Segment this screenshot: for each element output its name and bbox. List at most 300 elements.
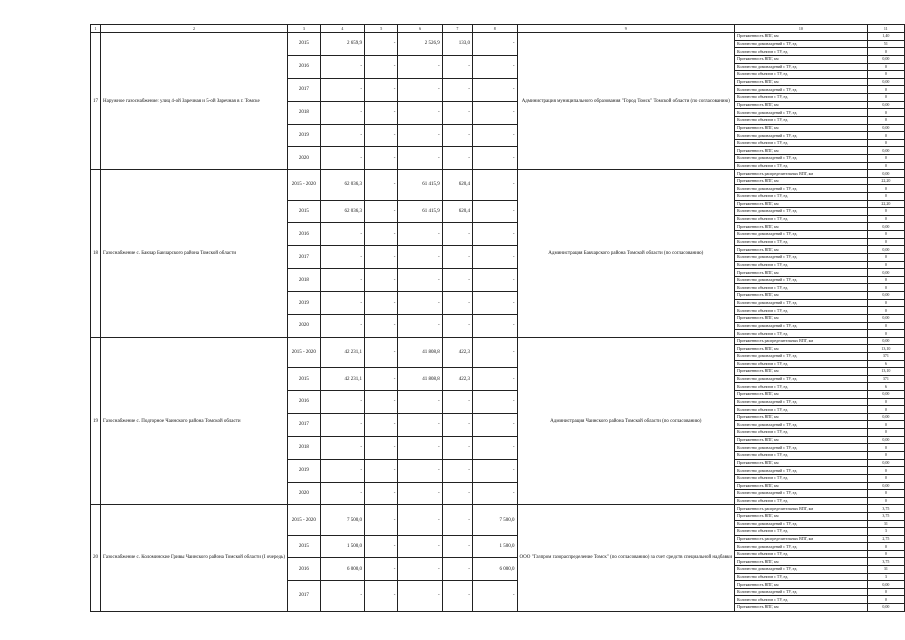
indicator-value: 0 (867, 253, 904, 261)
indicator-name: Протяженность ВПГ, км (735, 368, 868, 376)
amount-local: - (442, 482, 472, 505)
period-year: 2018 (287, 436, 320, 459)
indicator-name: Количество объектов с ТУ, ед. (735, 139, 868, 147)
column-number: 5 (365, 25, 398, 33)
indicator-name: Количество объектов с ТУ, ед. (735, 238, 868, 246)
period-year: 2020 (287, 482, 320, 505)
amount-federal: - (365, 124, 398, 147)
amount-regional: - (398, 581, 442, 611)
amount-extrabudget: - (472, 459, 517, 482)
amount-federal: - (365, 269, 398, 292)
indicator-name: Количество объектов с ТУ, ед. (735, 215, 868, 223)
amount-federal: - (365, 459, 398, 482)
indicator-name: Количество домовладений с ТУ, ед. (735, 352, 868, 360)
period-year: 2015 (287, 535, 320, 558)
period-year: 2017 (287, 413, 320, 436)
indicator-name: Протяженность распределительных ВПГ, км (735, 505, 868, 513)
indicator-name: Количество домовладений с ТУ, ед. (735, 375, 868, 383)
indicator-value: 0 (867, 421, 904, 429)
amount-local: - (442, 505, 472, 535)
amount-federal: - (365, 337, 398, 367)
indicator-value: 0 (867, 429, 904, 437)
amount-local: - (442, 78, 472, 101)
amount-federal: - (365, 78, 398, 101)
indicator-value: 0 (867, 497, 904, 505)
column-number: 10 (735, 25, 868, 33)
indicator-name: Протяженность ВПГ, км (735, 147, 868, 155)
indicator-name: Количество домовладений с ТУ, ед. (735, 543, 868, 551)
indicator-name: Протяженность ВПГ, км (735, 345, 868, 353)
indicator-value: 0 (867, 330, 904, 338)
indicator-name: Количество объектов с ТУ, ед. (735, 596, 868, 604)
period-year: 2016 (287, 223, 320, 246)
amount-federal: - (365, 314, 398, 337)
program-table (90, 24, 905, 612)
indicator-value: 6 (867, 360, 904, 368)
amount-extrabudget: - (472, 78, 517, 101)
indicator-value: 0,00 (867, 78, 904, 86)
indicator-name: Количество объектов с ТУ, ед. (735, 497, 868, 505)
responsible-organization: Администрация Бакчарского района Томской области (по согласованию) (517, 170, 735, 338)
amount-total: - (320, 246, 364, 269)
amount-extrabudget: - (472, 223, 517, 246)
amount-extrabudget: - (472, 200, 517, 223)
indicator-name: Количество домовладений с ТУ, ед. (735, 109, 868, 117)
amount-regional: - (398, 269, 442, 292)
amount-extrabudget: 1 500,0 (472, 535, 517, 558)
table-row (91, 170, 905, 178)
amount-regional: - (398, 413, 442, 436)
amount-extrabudget: - (472, 101, 517, 124)
amount-total: - (320, 459, 364, 482)
indicator-name: Количество домовладений с ТУ, ед. (735, 322, 868, 330)
indicator-value: 22,20 (867, 177, 904, 185)
indicator-name: Количество домовладений с ТУ, ед. (735, 299, 868, 307)
amount-federal: - (365, 390, 398, 413)
amount-regional: - (398, 292, 442, 315)
indicator-name: Количество домовладений с ТУ, ед. (735, 467, 868, 475)
amount-regional: - (398, 482, 442, 505)
indicator-value: 0,00 (867, 101, 904, 109)
amount-local: - (442, 269, 472, 292)
indicator-name: Протяженность ВПГ, км (735, 101, 868, 109)
period-year: 2018 (287, 269, 320, 292)
indicator-name: Протяженность ВПГ, км (735, 581, 868, 589)
indicator-value: 0,00 (867, 390, 904, 398)
indicator-name: Протяженность ВПГ, км (735, 604, 868, 612)
amount-extrabudget: - (472, 368, 517, 391)
amount-extrabudget: - (472, 170, 517, 200)
amount-local: - (442, 223, 472, 246)
indicator-value: 0,00 (867, 604, 904, 612)
amount-total: 6 000,0 (320, 558, 364, 581)
amount-local: - (442, 413, 472, 436)
indicator-name: Количество объектов с ТУ, ед. (735, 162, 868, 170)
amount-total: - (320, 314, 364, 337)
amount-total: 62 036,3 (320, 200, 364, 223)
indicator-value: 0 (867, 94, 904, 102)
indicator-name: Протяженность ВПГ, км (735, 200, 868, 208)
indicator-name: Количество объектов с ТУ, ед. (735, 528, 868, 536)
amount-total: - (320, 413, 364, 436)
amount-local: - (442, 436, 472, 459)
indicator-value: 0 (867, 132, 904, 140)
indicator-name: Протяженность распределительных ВПГ, км (735, 170, 868, 178)
column-number: 6 (398, 25, 442, 33)
amount-regional: 61 415,9 (398, 170, 442, 200)
amount-federal: - (365, 436, 398, 459)
indicator-name: Количество объектов с ТУ, ед. (735, 474, 868, 482)
indicator-name: Протяженность ВПГ, км (735, 223, 868, 231)
period-year: 2019 (287, 459, 320, 482)
amount-regional: - (398, 147, 442, 170)
column-number: 4 (320, 25, 364, 33)
indicator-name: Количество домовладений с ТУ, ед. (735, 155, 868, 163)
indicator-value: 13,10 (867, 345, 904, 353)
indicator-value: 0,00 (867, 223, 904, 231)
amount-federal: - (365, 223, 398, 246)
period-year: 2015 (287, 33, 320, 56)
amount-regional: - (398, 558, 442, 581)
indicator-value: 0 (867, 71, 904, 79)
period-year: 2015 - 2020 (287, 170, 320, 200)
amount-total: - (320, 78, 364, 101)
indicator-name: Количество объектов с ТУ, ед. (735, 116, 868, 124)
column-number-row (91, 25, 905, 33)
indicator-name: Протяженность ВПГ, км (735, 413, 868, 421)
indicator-name: Количество объектов с ТУ, ед. (735, 71, 868, 79)
indicator-value: 0,00 (867, 337, 904, 345)
amount-federal: - (365, 170, 398, 200)
amount-federal: - (365, 413, 398, 436)
amount-total: - (320, 147, 364, 170)
indicator-name: Протяженность ВПГ, км (735, 314, 868, 322)
amount-local: - (442, 147, 472, 170)
indicator-value: 0 (867, 299, 904, 307)
amount-regional: - (398, 55, 442, 78)
indicator-value: 0 (867, 474, 904, 482)
amount-local: - (442, 558, 472, 581)
indicator-value: 0,00 (867, 147, 904, 155)
amount-federal: - (365, 535, 398, 558)
indicator-value: 31 (867, 566, 904, 574)
indicator-value: 0 (867, 109, 904, 117)
indicator-value: 0,00 (867, 124, 904, 132)
project-number: 18 (91, 170, 101, 338)
indicator-value: 0 (867, 543, 904, 551)
amount-total: - (320, 581, 364, 611)
indicator-value: 0,00 (867, 314, 904, 322)
indicator-value: 0,00 (867, 436, 904, 444)
project-number: 17 (91, 33, 101, 170)
document-sheet (90, 24, 905, 612)
indicator-value: 0 (867, 231, 904, 239)
indicator-name: Количество домовладений с ТУ, ед. (735, 421, 868, 429)
column-number: 3 (287, 25, 320, 33)
amount-total: - (320, 101, 364, 124)
indicator-name: Количество домовладений с ТУ, ед. (735, 208, 868, 216)
amount-extrabudget: - (472, 314, 517, 337)
indicator-value: 31 (867, 520, 904, 528)
indicator-name: Протяженность ВПГ, км (735, 177, 868, 185)
project-name: Газоснабжение с. Подгорное Чаинского района Томской области (101, 337, 288, 505)
responsible-organization: Администрация Чаинского района Томской области (по согласованию) (517, 337, 735, 505)
indicator-name: Протяженность ВПГ, км (735, 436, 868, 444)
amount-local: - (442, 246, 472, 269)
indicator-name: Протяженность ВПГ, км (735, 269, 868, 277)
column-number: 2 (101, 25, 288, 33)
indicator-value: 3,75 (867, 505, 904, 513)
indicator-value: 0 (867, 208, 904, 216)
amount-regional: 41 808,8 (398, 368, 442, 391)
indicator-value: 0,00 (867, 581, 904, 589)
amount-total: 62 036,3 (320, 170, 364, 200)
amount-total: - (320, 223, 364, 246)
indicator-name: Протяженность ВПГ, км (735, 78, 868, 86)
indicator-name: Протяженность распределительных ВПГ, км (735, 535, 868, 543)
amount-extrabudget: - (472, 246, 517, 269)
indicator-value: 0 (867, 155, 904, 163)
indicator-name: Протяженность ВПГ, км (735, 292, 868, 300)
indicator-value: 22,20 (867, 200, 904, 208)
amount-regional: - (398, 124, 442, 147)
indicator-name: Количество объектов с ТУ, ед. (735, 192, 868, 200)
amount-extrabudget: - (472, 413, 517, 436)
amount-total: - (320, 436, 364, 459)
indicator-name: Количество домовладений с ТУ, ед. (735, 398, 868, 406)
amount-regional: - (398, 535, 442, 558)
amount-federal: - (365, 505, 398, 535)
amount-regional: - (398, 436, 442, 459)
indicator-name: Протяженность ВПГ, км (735, 124, 868, 132)
amount-extrabudget: 6 000,0 (472, 558, 517, 581)
amount-federal: - (365, 200, 398, 223)
responsible-organization: ООО "Газпром газораспределение Томск" (по согласованию) за счет средств специальной надбавки (517, 505, 735, 611)
indicator-name: Количество домовладений с ТУ, ед. (735, 520, 868, 528)
amount-regional: - (398, 78, 442, 101)
indicator-value: 0,00 (867, 269, 904, 277)
period-year: 2017 (287, 246, 320, 269)
indicator-value: 0 (867, 451, 904, 459)
amount-federal: - (365, 558, 398, 581)
indicator-value: 0 (867, 398, 904, 406)
amount-regional: - (398, 246, 442, 269)
indicator-value: 0,00 (867, 459, 904, 467)
amount-extrabudget: 7 500,0 (472, 505, 517, 535)
indicator-name: Протяженность ВПГ, км (735, 246, 868, 254)
amount-federal: - (365, 246, 398, 269)
indicator-value: 371 (867, 375, 904, 383)
indicator-name: Количество домовладений с ТУ, ед. (735, 276, 868, 284)
amount-extrabudget: - (472, 124, 517, 147)
table-row (91, 33, 905, 41)
indicator-value: 0 (867, 444, 904, 452)
amount-federal: - (365, 101, 398, 124)
amount-local: - (442, 390, 472, 413)
amount-regional: - (398, 223, 442, 246)
table-row (91, 505, 905, 513)
amount-extrabudget: - (472, 482, 517, 505)
amount-local: - (442, 101, 472, 124)
period-year: 2020 (287, 147, 320, 170)
indicator-value: 3 (867, 528, 904, 536)
indicator-value: 3,75 (867, 558, 904, 566)
indicator-value: 0 (867, 139, 904, 147)
indicator-name: Протяженность ВПГ, км (735, 558, 868, 566)
indicator-value: 0 (867, 86, 904, 94)
period-year: 2017 (287, 581, 320, 611)
indicator-value: 0 (867, 185, 904, 193)
amount-total: 1 500,0 (320, 535, 364, 558)
project-number: 20 (91, 505, 101, 611)
amount-local: 620,4 (442, 200, 472, 223)
column-number: 1 (91, 25, 101, 33)
amount-total: 2 659,9 (320, 33, 364, 56)
amount-extrabudget: - (472, 33, 517, 56)
period-year: 2015 - 2020 (287, 337, 320, 367)
period-year: 2016 (287, 558, 320, 581)
indicator-name: Количество объектов с ТУ, ед. (735, 429, 868, 437)
amount-total: - (320, 124, 364, 147)
indicator-value: 0,00 (867, 482, 904, 490)
amount-total: - (320, 482, 364, 505)
indicator-value: 0 (867, 596, 904, 604)
amount-local: - (442, 314, 472, 337)
indicator-value: 13,10 (867, 368, 904, 376)
amount-regional: 2 526,9 (398, 33, 442, 56)
indicator-name: Протяженность ВПГ, км (735, 459, 868, 467)
indicator-name: Количество объектов с ТУ, ед. (735, 550, 868, 558)
amount-regional: - (398, 505, 442, 535)
indicator-value: 0 (867, 588, 904, 596)
indicator-name: Количество домовладений с ТУ, ед. (735, 132, 868, 140)
period-year: 2018 (287, 101, 320, 124)
amount-federal: - (365, 147, 398, 170)
indicator-value: 3,75 (867, 512, 904, 520)
indicator-value: 1,40 (867, 33, 904, 41)
indicator-name: Количество объектов с ТУ, ед. (735, 261, 868, 269)
indicator-name: Количество домовладений с ТУ, ед. (735, 231, 868, 239)
indicator-value: 0 (867, 490, 904, 498)
amount-local: - (442, 459, 472, 482)
period-year: 2015 (287, 368, 320, 391)
indicator-name: Количество домовладений с ТУ, ед. (735, 63, 868, 71)
indicator-name: Количество домовладений с ТУ, ед. (735, 40, 868, 48)
amount-local: 422,3 (442, 368, 472, 391)
indicator-name: Протяженность ВПГ, км (735, 482, 868, 490)
indicator-value: 0 (867, 550, 904, 558)
period-year: 2017 (287, 78, 320, 101)
indicator-name: Протяженность распределительных ВПГ, км (735, 337, 868, 345)
project-name: Газоснабжение с. Коломинские Гривы Чаинского района Томской области (I очередь) (101, 505, 288, 611)
indicator-name: Протяженность ВПГ, км (735, 33, 868, 41)
indicator-name: Протяженность ВПГ, км (735, 390, 868, 398)
amount-total: 42 231,1 (320, 337, 364, 367)
amount-federal: - (365, 55, 398, 78)
indicator-name: Количество домовладений с ТУ, ед. (735, 588, 868, 596)
amount-regional: - (398, 459, 442, 482)
amount-extrabudget: - (472, 55, 517, 78)
amount-extrabudget: - (472, 147, 517, 170)
amount-extrabudget: - (472, 390, 517, 413)
indicator-value: 0,00 (867, 292, 904, 300)
column-number: 7 (442, 25, 472, 33)
amount-total: 7 500,0 (320, 505, 364, 535)
indicator-value: 6 (867, 383, 904, 391)
indicator-value: 0,00 (867, 246, 904, 254)
amount-total: - (320, 390, 364, 413)
indicator-value: 0 (867, 406, 904, 414)
indicator-name: Количество домовладений с ТУ, ед. (735, 253, 868, 261)
amount-total: - (320, 269, 364, 292)
amount-extrabudget: - (472, 436, 517, 459)
indicator-name: Количество объектов с ТУ, ед. (735, 307, 868, 315)
amount-local: - (442, 535, 472, 558)
indicator-value: 0,00 (867, 413, 904, 421)
indicator-name: Количество домовладений с ТУ, ед. (735, 490, 868, 498)
amount-extrabudget: - (472, 337, 517, 367)
indicator-value: 0 (867, 238, 904, 246)
indicator-name: Количество домовладений с ТУ, ед. (735, 566, 868, 574)
amount-local: 133,0 (442, 33, 472, 56)
amount-regional: 41 808,8 (398, 337, 442, 367)
amount-regional: - (398, 314, 442, 337)
amount-local: 422,3 (442, 337, 472, 367)
amount-extrabudget: - (472, 269, 517, 292)
indicator-name: Количество домовладений с ТУ, ед. (735, 86, 868, 94)
indicator-name: Количество объектов с ТУ, ед. (735, 406, 868, 414)
amount-local: - (442, 292, 472, 315)
period-year: 2020 (287, 314, 320, 337)
indicator-value: 0 (867, 192, 904, 200)
amount-regional: - (398, 101, 442, 124)
indicator-name: Количество объектов с ТУ, ед. (735, 573, 868, 581)
period-year: 2019 (287, 292, 320, 315)
responsible-organization: Администрация муниципального образования "Город Томск" Томской области (по согласованию) (517, 33, 735, 170)
amount-regional: 61 415,9 (398, 200, 442, 223)
indicator-name: Протяженность ВПГ, км (735, 55, 868, 63)
amount-total: - (320, 292, 364, 315)
indicator-value: 0 (867, 467, 904, 475)
amount-federal: - (365, 368, 398, 391)
indicator-value: 0 (867, 261, 904, 269)
indicator-value: 0 (867, 162, 904, 170)
column-number: 9 (517, 25, 735, 33)
amount-local: - (442, 55, 472, 78)
indicator-value: 2,75 (867, 535, 904, 543)
amount-federal: - (365, 292, 398, 315)
indicator-name: Протяженность ВПГ, км (735, 512, 868, 520)
amount-extrabudget: - (472, 581, 517, 611)
amount-local: - (442, 124, 472, 147)
amount-federal: - (365, 482, 398, 505)
amount-local: 620,4 (442, 170, 472, 200)
indicator-value: 51 (867, 40, 904, 48)
project-number: 19 (91, 337, 101, 505)
indicator-name: Количество объектов с ТУ, ед. (735, 330, 868, 338)
indicator-name: Количество домовладений с ТУ, ед. (735, 444, 868, 452)
amount-local: - (442, 581, 472, 611)
period-year: 2019 (287, 124, 320, 147)
indicator-value: 0 (867, 307, 904, 315)
period-year: 2016 (287, 390, 320, 413)
indicator-value: 0 (867, 63, 904, 71)
column-number: 8 (472, 25, 517, 33)
indicator-value: 371 (867, 352, 904, 360)
indicator-value: 0 (867, 48, 904, 56)
indicator-name: Количество объектов с ТУ, ед. (735, 284, 868, 292)
indicator-name: Количество объектов с ТУ, ед. (735, 451, 868, 459)
